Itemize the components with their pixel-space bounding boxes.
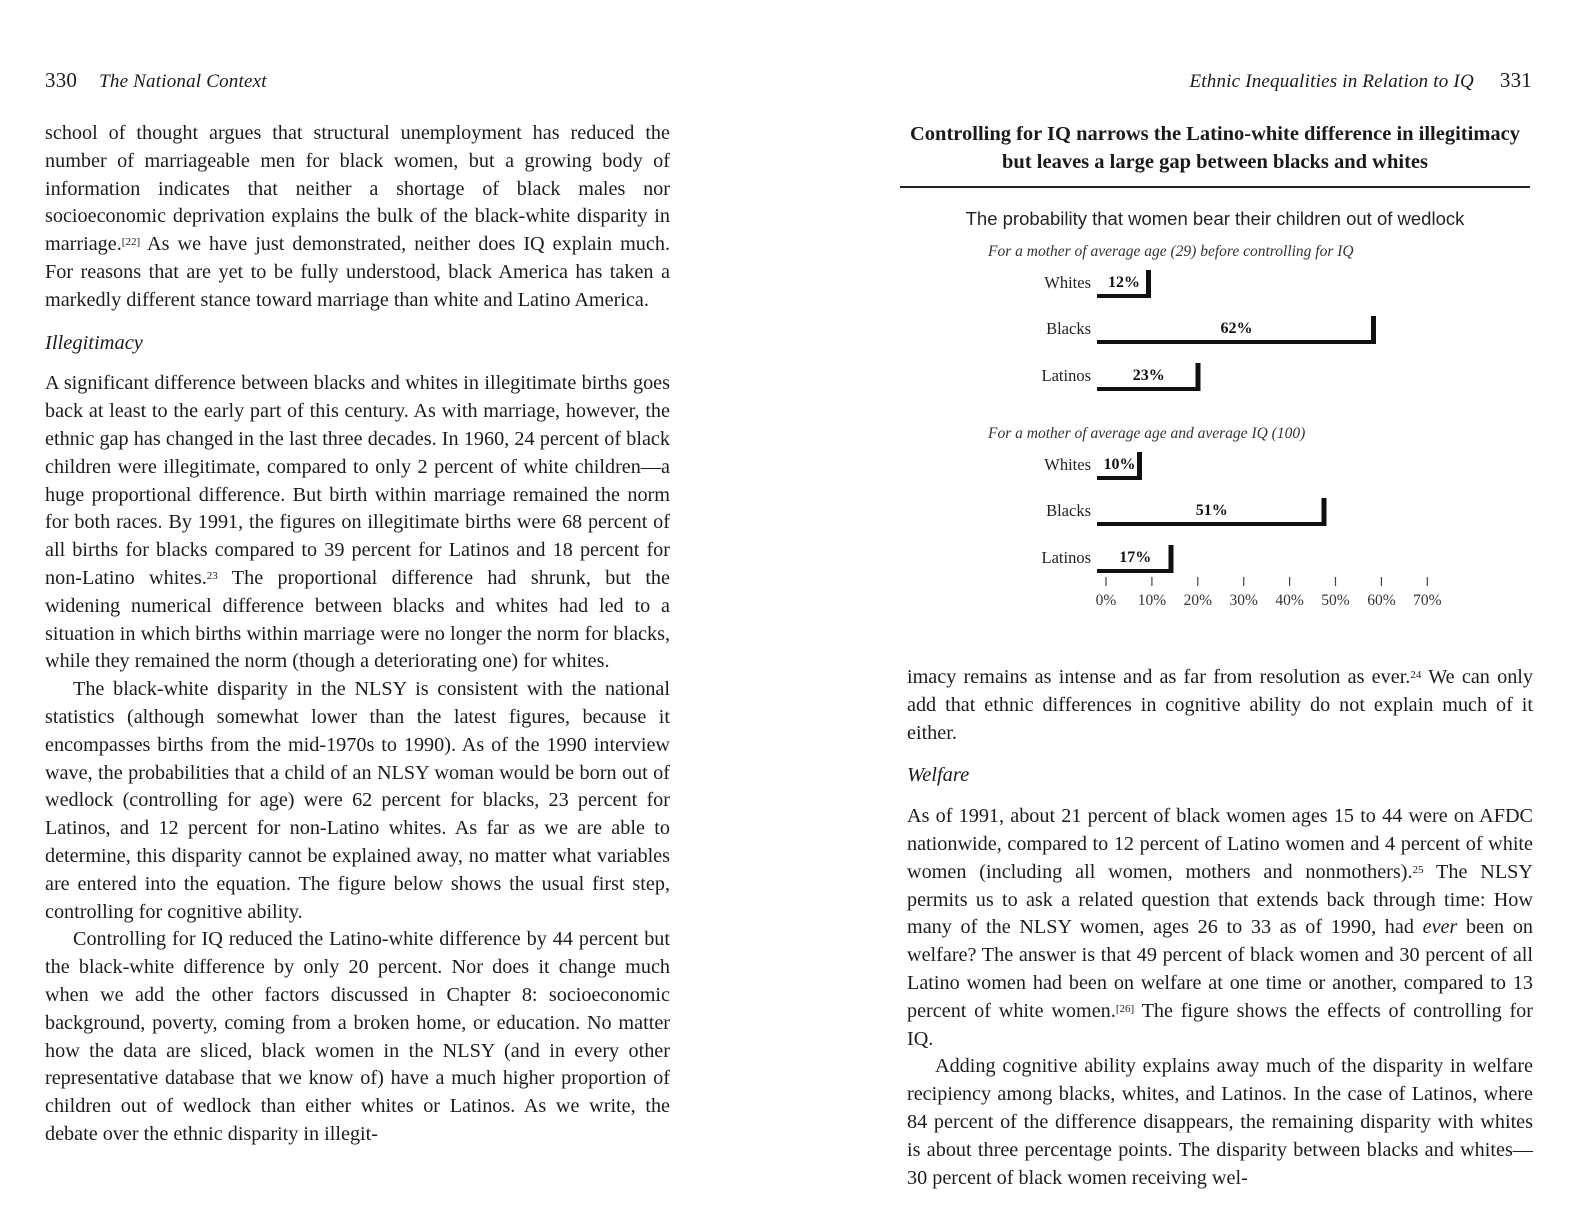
text-run: As we have just demonstrated, neither does IQ explain much. For reasons that are yet to be fully understood, black America has taken a markedly different stance toward marriage than white and Latino America. (45, 233, 670, 311)
text-run: school of thought argues that structural unemployment has reduced the number of marriageable men for black women, but a growing body of information indicates that neither a shortage of black males nor socioeconomic deprivation explains the bulk of the black-white disparity in marriage. (45, 122, 670, 256)
text-run: The NLSY permits us to ask a related question that extends back through time: How many of the NLSY women, ages 26 to 33 as of 1990, had (907, 860, 1533, 939)
value-label: 12% (1108, 274, 1140, 291)
x-tick-label: 60% (1367, 592, 1396, 609)
body-paragraph (907, 803, 1533, 1053)
body-paragraph: The black-white disparity in the NLSY is consistent with the national statistics (although somewhat lower than the latest figures, because it encompasses births from the mid-1970s to 1990). As of the 1990 interview wave, the probabilities that a child of an NLSY woman would be born out of wedlock (controlling for age) were 62 percent for blacks, 23 percent for Latinos, and 12 percent for non-Latino whites. As far as we are able to determine, this disparity cannot be explained away, no matter what variables are entered into the equation. The figure below shows the usual first step, controlling for cognitive ability. (45, 678, 670, 923)
figure-title: Controlling for IQ narrows the Latino-white difference in illegitimacy but leaves a large gap between blacks and whites (900, 120, 1530, 188)
x-tick-label: 20% (1183, 592, 1213, 609)
footnote-ref: [22] (121, 236, 141, 249)
body-paragraph (45, 120, 670, 315)
x-tick-label: 30% (1229, 592, 1258, 609)
emphasis-text: ever (1422, 916, 1458, 939)
running-title-right: Ethnic Inequalities in Relation to IQ (1189, 71, 1474, 92)
footnote-ref: 25 (1412, 863, 1424, 876)
bar-end-cap (1371, 316, 1376, 344)
category-label: Blacks (1046, 319, 1091, 338)
figure-subtitle: The probability that women bear their children out of wedlock (965, 208, 1465, 229)
bar-end-cap (1146, 270, 1151, 298)
value-label: 62% (1220, 320, 1253, 337)
page-number-left: 330 (45, 68, 78, 92)
body-paragraph (907, 664, 1533, 747)
text-run: been on welfare? The answer is that 49 percent of black women and 30 percent of all Latino women had been on welfare at one time or another, compared to 13 percent of white women. (907, 916, 1534, 1022)
value-label: 23% (1132, 367, 1165, 384)
footnote-ref: 24 (1410, 669, 1422, 681)
running-title-left: The National Context (99, 71, 267, 92)
right-page (790, 0, 1582, 1220)
category-label: Latinos (1041, 548, 1091, 567)
x-tick-label: 70% (1413, 592, 1442, 609)
left-page (0, 0, 760, 1220)
running-head-right (1189, 68, 1532, 93)
running-head-left (45, 68, 267, 93)
x-tick-label: 50% (1321, 592, 1350, 609)
x-tick-label: 40% (1275, 592, 1304, 609)
bar (1097, 294, 1151, 298)
x-tick-label: 10% (1137, 592, 1167, 609)
bar (1097, 340, 1376, 344)
section-heading-welfare: Welfare (907, 764, 970, 787)
illegitimacy-figure (900, 120, 1530, 656)
bar-end-cap (1169, 545, 1174, 573)
text-run: We can only add that ethnic differences in cognitive ability do not explain much of it either. (907, 666, 1533, 744)
bar (1097, 387, 1201, 391)
bar (1097, 569, 1174, 573)
footnote-ref: 23 (206, 569, 218, 582)
body-paragraph: Adding cognitive ability explains away much of the disparity in welfare recipiency among blacks, whites, and Latinos. In the case of Latinos, where 84 percent of the difference disappears, the remaining disparity with whites is about three percentage points. The disparity between blacks and whites—30 percent of black women receiving wel- (907, 1055, 1533, 1189)
value-label: 17% (1119, 549, 1152, 566)
page-number-right: 331 (1499, 68, 1532, 92)
category-label: Blacks (1046, 501, 1091, 520)
text-run: The figure shows the effects of controlling for IQ. (907, 999, 1533, 1050)
bar-end-cap (1322, 498, 1327, 526)
value-label: 51% (1195, 502, 1228, 519)
bar-end-cap (1196, 363, 1201, 391)
bar-chart (900, 236, 1530, 656)
x-tick-label: 0% (1095, 592, 1117, 609)
bar (1097, 522, 1327, 526)
text-run: The proportional difference had shrunk, but the widening numerical difference between blacks and whites had led to a situation in which births within marriage were no longer the norm for blacks, while they remained the norm (though a deteriorating one) for whites. (45, 566, 670, 673)
text-run: As of 1991, about 21 percent of black women ages 15 to 44 were on AFDC nationwide, compared to 12 percent of Latino women and 4 percent of white women (including all women, mothers and nonmothers). (907, 805, 1533, 883)
panel-label: For a mother of average age (29) before controlling for IQ (988, 243, 1354, 260)
value-label: 10% (1103, 456, 1136, 473)
category-label: Latinos (1041, 366, 1091, 385)
category-label: Whites (1044, 455, 1091, 474)
bar (1097, 476, 1142, 480)
text-run: imacy remains as intense and as far from resolution as ever. (907, 666, 1411, 688)
body-paragraph (45, 370, 670, 676)
text-run: A significant difference between blacks and whites in illegitimate births goes back at least to the early part of this century. As with marriage, however, the ethnic gap has changed in the last three decades. In 1960, 24 percent of black children were illegitimate, compared to only 2 percent of white children—a huge proportional difference. But birth within marriage remained the norm for both races. By 1991, the figures on illegitimate births were 68 percent of all births for blacks compared to 39 percent for Latinos and 18 percent for non-Latino whites. (45, 372, 670, 589)
section-heading-illegitimacy: Illegitimacy (45, 331, 143, 354)
left-text-column (45, 120, 670, 1149)
panel-label: For a mother of average age and average IQ (100) (988, 425, 1306, 442)
bar-end-cap (1137, 452, 1142, 480)
footnote-ref: [26] (1115, 1002, 1135, 1015)
body-paragraph: Controlling for IQ reduced the Latino-white difference by 44 percent but the black-white difference by only 20 percent. Nor does it change much when we add the other factors discussed in Chapter 8: socioeconomic background, poverty, coming from a broken home, or education. No matter how the data are sliced, black women in the NLSY (and in every other representative database that we know of) have a much higher proportion of children out of wedlock than either whites or Latinos. As we write, the debate over the ethnic disparity in illegit- (45, 928, 670, 1145)
category-label: Whites (1044, 273, 1091, 292)
right-text-column (907, 664, 1533, 1192)
